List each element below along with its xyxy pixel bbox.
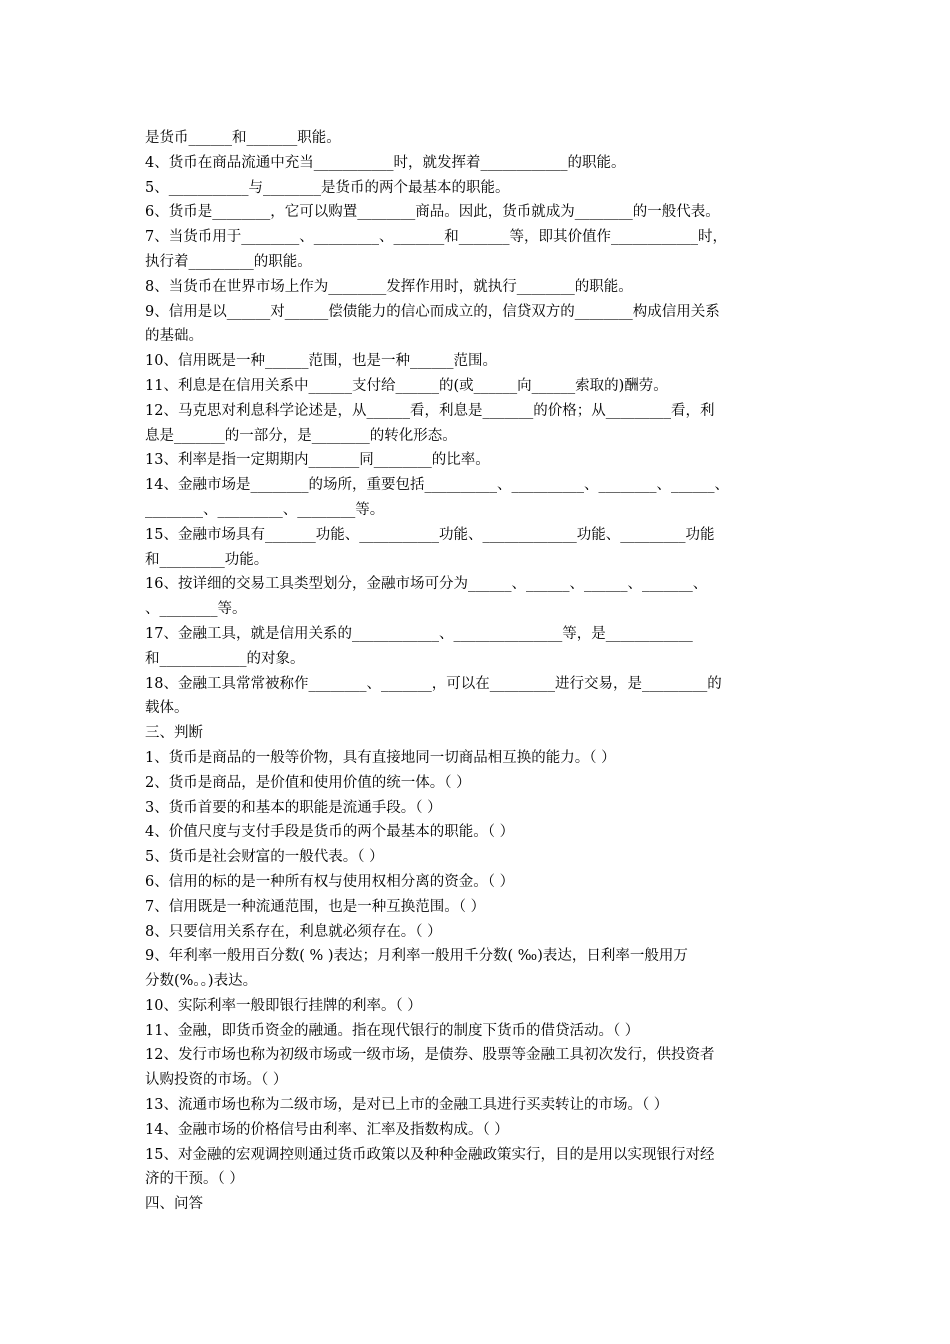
- text-line: 息是_______的一部分，是________的转化形态。: [145, 427, 457, 444]
- text-line: 9、信用是以______对______偿债能力的信心而成立的，信贷双方的________构成信用关系: [145, 303, 720, 320]
- text-line: 4、货币在商品流通中充当___________时，就发挥着____________的职能。: [145, 154, 626, 171]
- text-line: 7、信用既是一种流通范围，也是一种互换范围。（ ）: [145, 898, 486, 915]
- text-line: 和_________功能。: [145, 551, 269, 568]
- text-line: 11、利息是在信用关系中______支付给______的(或______向______索取的)酬劳。: [145, 377, 668, 394]
- text-line: 1、货币是商品的一般等价物，具有直接地同一切商品相互换的能力。（ ）: [145, 749, 616, 766]
- text-line: 13、流通市场也称为二级市场，是对已上市的金融工具进行买卖转让的市场。（ ）: [145, 1097, 669, 1114]
- text-line: 认购投资的市场。（ ）: [145, 1072, 288, 1089]
- text-line: 16、按详细的交易工具类型划分，金融市场可分为______、______、______、_______、: [145, 576, 708, 593]
- text-line: 4、价值尺度与支付手段是货币的两个最基本的职能。（ ）: [145, 824, 515, 841]
- text-line: 18、金融工具常常被称作________、_______，可以在_________进行交易，是_________的: [145, 675, 722, 692]
- text-line: 和____________的对象。: [145, 650, 305, 667]
- text-line: 5、货币是社会财富的一般代表。（ ）: [145, 849, 384, 866]
- text-line: 12、马克思对利息科学论述是，从______看，利息是_______的价格；从_________看，利: [145, 402, 715, 419]
- section-heading: 三、判断: [145, 725, 203, 742]
- text-line: 济的干预。（ ）: [145, 1171, 244, 1188]
- text-line: 11、金融，即货币资金的融通。指在现代银行的制度下货币的借贷活动。（ ）: [145, 1022, 640, 1039]
- text-line: ________、_________、________等。: [145, 501, 385, 518]
- text-line: 15、金融市场具有_______功能、___________功能、_____________功能、_________功能: [145, 526, 715, 543]
- text-line: 载体。: [145, 700, 189, 717]
- text-line: 14、金融市场是________的场所，重要包括__________、__________、________、______、: [145, 477, 729, 494]
- text-line: 7、当货币用于________、_________、_______和_______等，即其价值作____________时，: [145, 229, 727, 246]
- text-line: 3、货币首要的和基本的职能是流通手段。（ ）: [145, 799, 442, 816]
- text-line: 6、货币是________，它可以购置________商品。因此，货币就成为________的一般代表。: [145, 204, 720, 221]
- text-line: 分数(%。。)表达。: [145, 973, 258, 990]
- text-line: 执行着_________的职能。: [145, 253, 312, 270]
- text-line: 13、利率是指一定期期内_______同________的比率。: [145, 452, 490, 469]
- text-line: 10、实际利率一般即银行挂牌的利率。（ ）: [145, 997, 422, 1014]
- text-line: 是货币______和_______职能。: [145, 130, 341, 146]
- text-line: 5、___________与________是货币的两个最基本的职能。: [145, 179, 510, 196]
- text-line: 、________等。: [145, 601, 247, 618]
- text-line: 17、金融工具，就是信用关系的____________、_______________等，是____________: [145, 625, 693, 642]
- text-line: 10、信用既是一种______范围，也是一种______范围。: [145, 353, 497, 370]
- text-line: 12、发行市场也称为初级市场或一级市场，是债券、股票等金融工具初次发行，供投资者: [145, 1047, 715, 1064]
- document-body: [145, 126, 815, 1217]
- text-line: 9、年利率一般用百分数( % )表达；月利率一般用千分数( ‰)表达，日利率一般用万: [145, 948, 688, 965]
- section-heading: 四、问答: [145, 1196, 203, 1213]
- text-line: 15、对金融的宏观调控则通过货币政策以及种种金融政策实行，目的是用以实现银行对经: [145, 1146, 715, 1163]
- text-line: 2、货币是商品，是价值和使用价值的统一体。（ ）: [145, 774, 471, 791]
- text-line: 14、金融市场的价格信号由利率、汇率及指数构成。（ ）: [145, 1121, 509, 1138]
- text-line: 8、当货币在世界市场上作为________发挥作用时，就执行________的职能。: [145, 278, 633, 295]
- text-line: 6、信用的标的是一种所有权与使用权相分离的资金。（ ）: [145, 873, 515, 890]
- text-line: 8、只要信用关系存在，利息就必须存在。（ ）: [145, 923, 442, 940]
- text-line: 的基础。: [145, 328, 203, 345]
